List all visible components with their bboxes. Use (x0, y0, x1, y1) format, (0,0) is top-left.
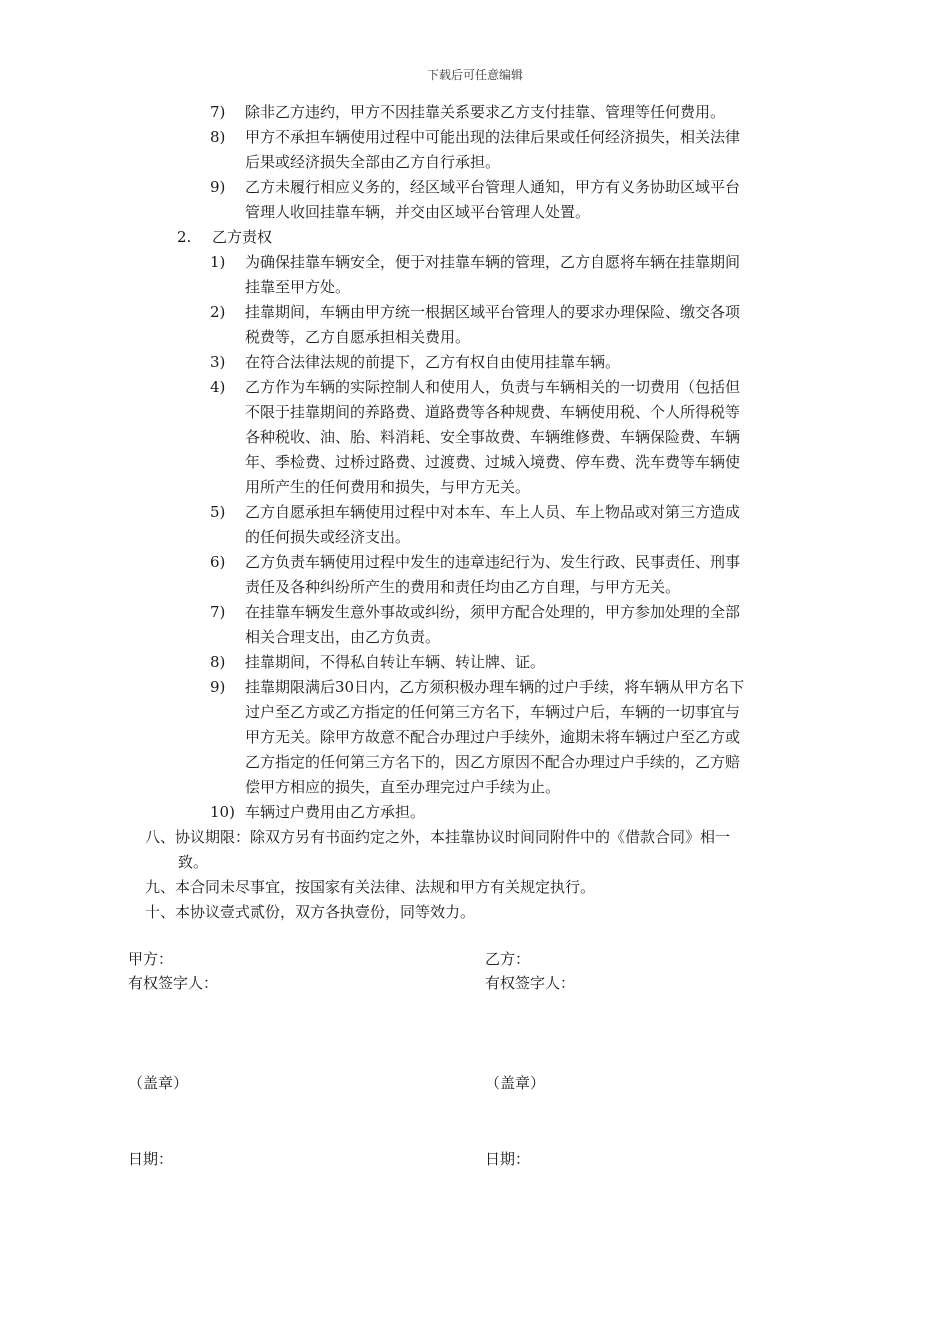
party-b-item-text: 过户至乙方或乙方指定的任何第三方名下，车辆过户后，车辆的一切事宜与 (245, 703, 741, 721)
party-b-item-text: 责任及各种纠纷所产生的费用和责任均由乙方自理，与甲方无关。 (245, 578, 681, 596)
party-b-item-number: 9) (210, 678, 226, 696)
party-b-item-text: 用所产生的任何费用和损失，与甲方无关。 (245, 478, 531, 496)
article-text: 九、本合同未尽事宜，按国家有关法律、法规和甲方有关规定执行。 (145, 878, 596, 896)
party-b-item-number: 4) (210, 378, 226, 396)
party-b-item-text: 挂靠期限满后30日内，乙方须积极办理车辆的过户手续，将车辆从甲方名下 (245, 678, 745, 696)
party-b-item-number: 3) (210, 353, 226, 371)
party-a-label: 甲方： (128, 950, 174, 968)
party-b-item-number: 1) (210, 253, 226, 271)
party-a-item-number: 8) (210, 128, 226, 146)
header-note: 下载后可任意编辑 (426, 68, 523, 82)
party-b-item-number: 7) (210, 603, 226, 621)
party-b-item-text: 甲方无关。除甲方故意不配合办理过户手续外，逾期未将车辆过户至乙方或 (245, 728, 741, 746)
party-b-item-number: 2) (210, 303, 226, 321)
article-text: 十、本协议壹式贰份，双方各执壹份，同等效力。 (145, 903, 476, 921)
party-b-item-text: 相关合理支出，由乙方负责。 (245, 628, 441, 646)
party-b-item-text: 各种税收、油、胎、料消耗、安全事故费、车辆维修费、车辆保险费、车辆 (245, 428, 741, 446)
party-b-item-text: 乙方作为车辆的实际控制人和使用人，负责与车辆相关的一切费用（包括但 (245, 378, 741, 396)
party-b-item-text: 在符合法律法规的前提下，乙方有权自由使用挂靠车辆。 (245, 353, 621, 371)
party-b-item-text: 乙方自愿承担车辆使用过程中对本车、车上人员、车上物品或对第三方造成 (245, 503, 741, 521)
party-b-item-text: 偿甲方相应的损失，直至办理完过户手续为止。 (245, 778, 561, 796)
party-b-item-text: 在挂靠车辆发生意外事故或纠纷，须甲方配合处理的，甲方参加处理的全部 (245, 603, 741, 621)
party-b-item-text: 挂靠期间，车辆由甲方统一根据区域平台管理人的要求办理保险、缴交各项 (245, 303, 741, 321)
party-a-item-text: 管理人收回挂靠车辆，并交由区域平台管理人处置。 (245, 203, 591, 221)
party-a-item-text: 除非乙方违约，甲方不因挂靠关系要求乙方支付挂靠、管理等任何费用。 (245, 103, 726, 121)
section-number: 2. (177, 228, 192, 246)
party-b-item-text: 乙方负责车辆使用过程中发生的违章违纪行为、发生行政、民事责任、刑事 (245, 553, 741, 571)
party-a-item-number: 7) (210, 103, 226, 121)
party-b-seal-label: （盖章） (485, 1074, 546, 1092)
party-b-item-number: 10) (210, 803, 235, 821)
party-a-item-number: 9) (210, 178, 226, 196)
party-a-item-text: 乙方未履行相应义务的，经区域平台管理人通知，甲方有义务协助区域平台 (245, 178, 741, 196)
party-b-item-number: 6) (210, 553, 226, 571)
party-b-item-text: 挂靠至甲方处。 (245, 278, 351, 296)
section-title: 乙方责权 (212, 228, 273, 246)
party-b-signer-label: 有权签字人： (485, 974, 576, 992)
party-a-item-text: 后果或经济损失全部由乙方自行承担。 (245, 153, 501, 171)
party-b-item-text: 年、季检费、过桥过路费、过渡费、过城入境费、停车费、洗车费等车辆使 (245, 453, 741, 471)
party-a-item-text: 甲方不承担车辆使用过程中可能出现的法律后果或任何经济损失，相关法律 (245, 128, 741, 146)
party-b-item-text: 税费等，乙方自愿承担相关费用。 (245, 328, 471, 346)
article-text: 八、协议期限：除双方另有书面约定之外，本挂靠协议时间同附件中的《借款合同》相一 (145, 828, 731, 846)
party-b-item-text: 挂靠期间，不得私自转让车辆、转让牌、证。 (245, 653, 546, 671)
party-b-item-text: 的任何损失或经济支出。 (245, 528, 411, 546)
party-b-item-number: 8) (210, 653, 226, 671)
article-text: 致。 (178, 853, 209, 871)
party-a-date-label: 日期： (128, 1150, 174, 1168)
party-a-seal-label: （盖章） (128, 1074, 189, 1092)
party-b-item-text: 为确保挂靠车辆安全，便于对挂靠车辆的管理，乙方自愿将车辆在挂靠期间 (245, 253, 741, 271)
party-b-item-number: 5) (210, 503, 226, 521)
party-b-item-text: 车辆过户费用由乙方承担。 (245, 803, 426, 821)
party-b-item-text: 不限于挂靠期间的养路费、道路费等各种规费、车辆使用税、个人所得税等 (245, 403, 741, 421)
party-a-signer-label: 有权签字人： (128, 974, 219, 992)
party-b-item-text: 乙方指定的任何第三方名下的，因乙方原因不配合办理过户手续的，乙方赔 (245, 753, 741, 771)
party-b-label: 乙方： (485, 950, 531, 968)
party-b-date-label: 日期： (485, 1150, 531, 1168)
